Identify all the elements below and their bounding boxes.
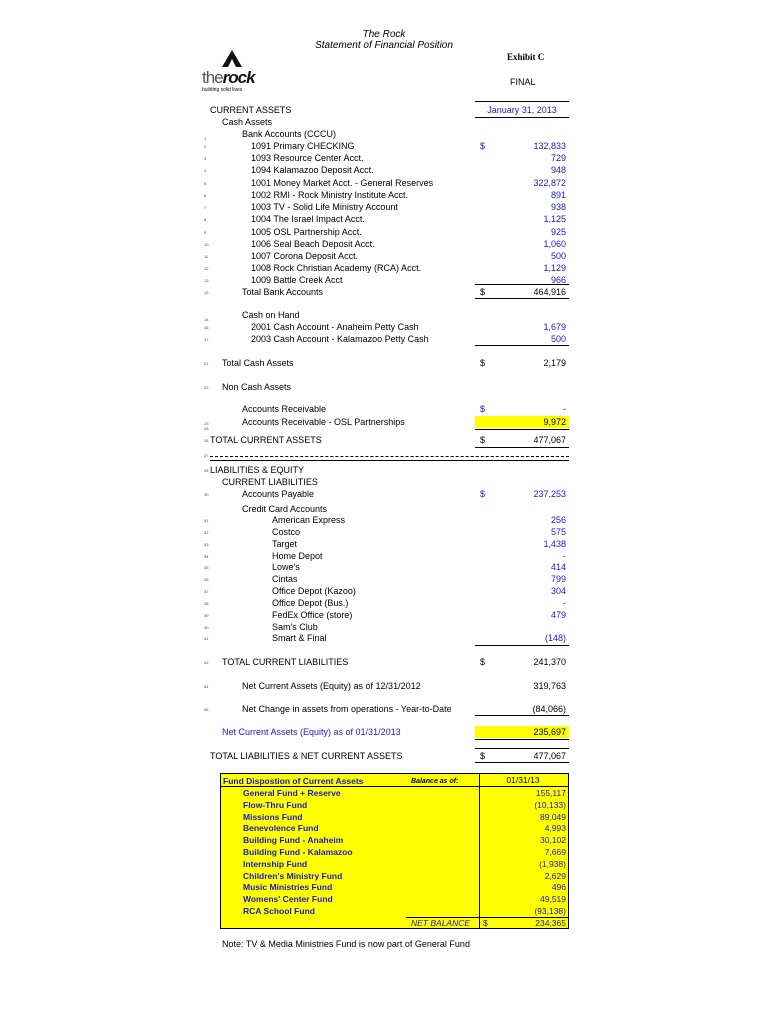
dollar-sign: $ — [480, 751, 486, 761]
line-number: 9 — [204, 230, 207, 235]
rule-line — [475, 739, 569, 740]
row-value: 938 — [550, 202, 566, 212]
row-label: Net Change in assets from operations - Year-to-Date — [242, 704, 452, 714]
row-label: FedEx Office (store) — [272, 610, 353, 620]
row-value: 304 — [550, 586, 566, 596]
row-value: 948 — [550, 165, 566, 175]
row-label: 1094 Kalamazoo Deposit Acct. — [251, 165, 374, 175]
logo-rock: rock — [222, 68, 255, 87]
bank-accounts-heading: Bank Accounts (CCCU) — [242, 129, 337, 139]
dollar-sign: $ — [480, 435, 486, 445]
note: Note: TV & Media Ministries Fund is now part of General Fund — [222, 939, 470, 949]
row-value: 235,697 — [533, 727, 566, 737]
row-label: Net Current Assets (Equity) as of 01/31/2013 — [222, 727, 401, 737]
row-label: 2003 Cash Account - Kalamazoo Petty Cash — [251, 334, 429, 344]
dollar-sign: $ — [480, 287, 486, 297]
fund-row-label: Building Fund - Kalamazoo — [243, 847, 353, 857]
row-label: American Express — [272, 515, 346, 525]
row-value: 1,125 — [543, 214, 566, 224]
fund-row-label: Internship Fund — [243, 858, 308, 869]
line-number: 7 — [204, 205, 207, 210]
row-value: 322,872 — [533, 178, 566, 188]
line-number: 8 — [204, 217, 207, 222]
separator-line — [210, 460, 569, 461]
fund-row-value: (93,138) — [534, 906, 566, 916]
dollar-sign: $ — [480, 141, 486, 151]
line-number: 1 — [204, 136, 207, 141]
line-number: 10 — [204, 242, 209, 247]
row-value: - — [563, 551, 566, 561]
row-value: 477,067 — [533, 751, 566, 761]
row-label: Office Depot (Bus.) — [272, 598, 349, 608]
line-number: 25 — [204, 426, 209, 431]
rule-line — [475, 645, 569, 646]
line-number: 4 — [204, 168, 207, 173]
line-number: 36 — [204, 577, 209, 582]
row-value: 9,972 — [543, 417, 566, 427]
net-balance-value: 234,365 — [535, 918, 566, 928]
row-value: 891 — [550, 190, 566, 200]
row-label: Smart & Final — [272, 633, 327, 643]
rule-line — [475, 748, 569, 749]
current-liabilities-heading: CURRENT LIABILITIES — [222, 477, 318, 487]
fund-row-label: Womens' Center Fund — [243, 894, 333, 905]
dollar-sign: $ — [480, 489, 486, 499]
line-number: 28 — [204, 468, 209, 473]
line-number: 3 — [204, 156, 207, 161]
row-value: - — [563, 404, 566, 414]
line-number: 27 — [204, 453, 209, 458]
rule-line — [479, 774, 480, 929]
row-label: TOTAL CURRENT LIABILITIES — [222, 657, 349, 667]
line-number: 34 — [204, 554, 209, 559]
fund-row-label: General Fund + Reserve — [243, 788, 341, 798]
line-number: 30 — [204, 492, 209, 497]
line-number: 2 — [204, 144, 207, 149]
logo-the: the — [202, 68, 223, 87]
row-label: Non Cash Assets — [222, 382, 292, 392]
row-value: 575 — [550, 527, 566, 537]
line-number: 12 — [204, 266, 209, 271]
row-value: 966 — [550, 275, 566, 285]
rule-line — [221, 786, 568, 787]
logo — [200, 50, 272, 96]
row-label: 1009 Battle Creek Acct — [251, 275, 343, 285]
row-value: (148) — [544, 633, 566, 643]
cash-assets-heading: Cash Assets — [222, 117, 273, 127]
fund-row-label: Music Ministries Fund — [243, 882, 333, 893]
row-label: 1006 Seal Beach Deposit Acct. — [251, 239, 375, 249]
line-number: 16 — [204, 325, 209, 330]
row-label: 2001 Cash Account - Anaheim Petty Cash — [251, 322, 419, 332]
row-label: 1005 OSL Partnership Acct. — [251, 227, 362, 237]
line-number: 42 — [204, 660, 209, 665]
line-number: 31 — [204, 518, 209, 523]
logo-tagline: building solid lives — [202, 87, 243, 93]
row-label: Office Depot (Kazoo) — [272, 586, 356, 596]
row-value: 729 — [550, 153, 566, 163]
row-label: Target — [272, 539, 298, 549]
row-label: TOTAL CURRENT ASSETS — [210, 435, 322, 445]
line-number: 21 — [204, 361, 209, 366]
row-value: 2,179 — [543, 358, 566, 368]
line-number: 26 — [204, 438, 209, 443]
line-number: 11 — [204, 254, 209, 259]
line-number: 33 — [204, 542, 209, 547]
row-value: 500 — [550, 251, 566, 261]
dollar-sign: $ — [480, 404, 486, 414]
fund-title: Fund Dispostion of Current Assets — [223, 776, 364, 786]
dollar-sign: $ — [480, 358, 486, 368]
row-value: 464,916 — [533, 287, 566, 297]
fund-row-label: Building Fund - Anaheim — [243, 835, 344, 846]
line-number: 23 — [204, 421, 209, 426]
line-number: 17 — [204, 337, 209, 342]
line-number: 55 — [204, 707, 209, 712]
net-balance-label: NET BALANCE — [411, 918, 471, 928]
row-label: Accounts Payable — [242, 489, 315, 499]
column-date: January 31, 2013 — [487, 105, 557, 115]
row-label: 1001 Money Market Acct. - General Reserves — [251, 178, 434, 188]
fund-row-value: 30,102 — [540, 835, 566, 846]
fund-row-value: 496 — [551, 882, 566, 893]
row-label: 1003 TV - Solid Life Ministry Account — [251, 202, 398, 212]
row-label: Accounts Receivable — [242, 404, 327, 414]
fund-row-value: (1,938) — [539, 858, 566, 869]
line-number: 5 — [204, 181, 207, 186]
rule-line — [475, 298, 569, 299]
row-label: Cintas — [272, 574, 298, 584]
exhibit-label: Exhibit C — [507, 52, 545, 62]
cash-on-hand-heading: Cash on Hand — [242, 310, 300, 320]
row-label: Total Cash Assets — [222, 358, 294, 368]
row-label: LIABILITIES & EQUITY — [210, 465, 305, 475]
status-final: FINAL — [510, 77, 536, 87]
row-value: (84,066) — [532, 704, 566, 714]
rule-line — [475, 284, 569, 285]
line-number: 35 — [204, 565, 209, 570]
rule-line — [475, 345, 569, 346]
row-value: 1,060 — [543, 239, 566, 249]
row-value: 319,763 — [533, 681, 566, 691]
row-value: 479 — [550, 610, 566, 620]
line-number: 39 — [204, 613, 209, 618]
fund-row-value: 2,629 — [544, 870, 566, 881]
rule-line — [475, 762, 569, 763]
row-label: 1091 Primary CHECKING — [251, 141, 355, 151]
line-number: 14 — [204, 317, 209, 322]
row-label: 1007 Corona Deposit Acct. — [251, 251, 359, 261]
row-label: 1008 Rock Christian Academy (RCA) Acct. — [251, 263, 422, 273]
credit-card-heading: Credit Card Accounts — [242, 504, 328, 514]
rule-line — [475, 447, 569, 448]
fund-row-value: 49,519 — [540, 894, 566, 905]
fund-row-value: (10,133) — [534, 799, 566, 810]
row-label: 1093 Resource Center Acct. — [251, 153, 364, 163]
net-balance-dollar: $ — [483, 918, 488, 928]
rule-line — [475, 715, 569, 716]
row-value: 500 — [550, 334, 566, 344]
row-label: 1004 The Israel Impact Acct. — [251, 214, 365, 224]
fund-row-value: 89,049 — [540, 811, 566, 822]
row-value: 925 — [550, 227, 566, 237]
row-value: 477,067 — [533, 435, 566, 445]
row-label: Accounts Receivable - OSL Partnerships — [242, 417, 405, 427]
fund-row-value: 4,993 — [544, 823, 566, 834]
fund-row-label: Children's Ministry Fund — [243, 870, 343, 881]
row-label: Costco — [272, 527, 301, 537]
row-value: 1,679 — [543, 322, 566, 332]
fund-row-label: Flow-Thru Fund — [243, 799, 308, 810]
row-label: 1002 RMI - Rock Ministry Institute Acct. — [251, 190, 409, 200]
line-number: 13 — [204, 278, 209, 283]
fund-row-value: 155,117 — [535, 788, 566, 798]
rule-line — [475, 429, 569, 430]
dollar-sign: $ — [480, 657, 486, 667]
fund-row-label: RCA School Fund — [243, 906, 315, 916]
org-name: The Rock — [362, 29, 406, 40]
fund-disposition-box — [220, 773, 569, 929]
line-number: 37 — [204, 589, 209, 594]
line-number: 6 — [204, 193, 207, 198]
balance-as-of-label: Balance as of: — [411, 778, 459, 785]
fund-row-value: 7,669 — [544, 847, 566, 857]
statement-title: Statement of Financial Position — [315, 40, 453, 51]
line-number: 40 — [204, 625, 209, 630]
line-number: 38 — [204, 601, 209, 606]
row-label: Lowe's — [272, 562, 300, 572]
balance-date: 01/31/13 — [506, 775, 540, 785]
row-value: 256 — [550, 515, 566, 525]
line-number: 22 — [204, 385, 209, 390]
row-value: - — [563, 598, 566, 608]
line-number: 54 — [204, 684, 209, 689]
fund-row-label: Missions Fund — [243, 811, 303, 822]
row-value: 237,253 — [533, 489, 566, 499]
row-value: 1,129 — [543, 263, 566, 273]
row-label: Home Depot — [272, 551, 323, 561]
row-value: 241,370 — [533, 657, 566, 667]
row-value: 1,438 — [543, 539, 566, 549]
line-number: 41 — [204, 636, 209, 641]
current-assets-heading: CURRENT ASSETS — [210, 105, 292, 115]
line-number: 13 — [204, 290, 209, 295]
row-value: 799 — [550, 574, 566, 584]
row-label: Sam's Club — [272, 622, 318, 632]
row-label: TOTAL LIABILITIES & NET CURRENT ASSETS — [210, 751, 403, 761]
rock-logo-icon — [222, 50, 242, 68]
row-value: 132,833 — [533, 141, 566, 151]
fund-row-label: Benevolence Fund — [243, 823, 319, 834]
row-label: Total Bank Accounts — [242, 287, 324, 297]
row-value: 414 — [550, 562, 566, 572]
line-number: 32 — [204, 530, 209, 535]
separator-line — [210, 456, 569, 457]
row-label: Net Current Assets (Equity) as of 12/31/2012 — [242, 681, 421, 691]
